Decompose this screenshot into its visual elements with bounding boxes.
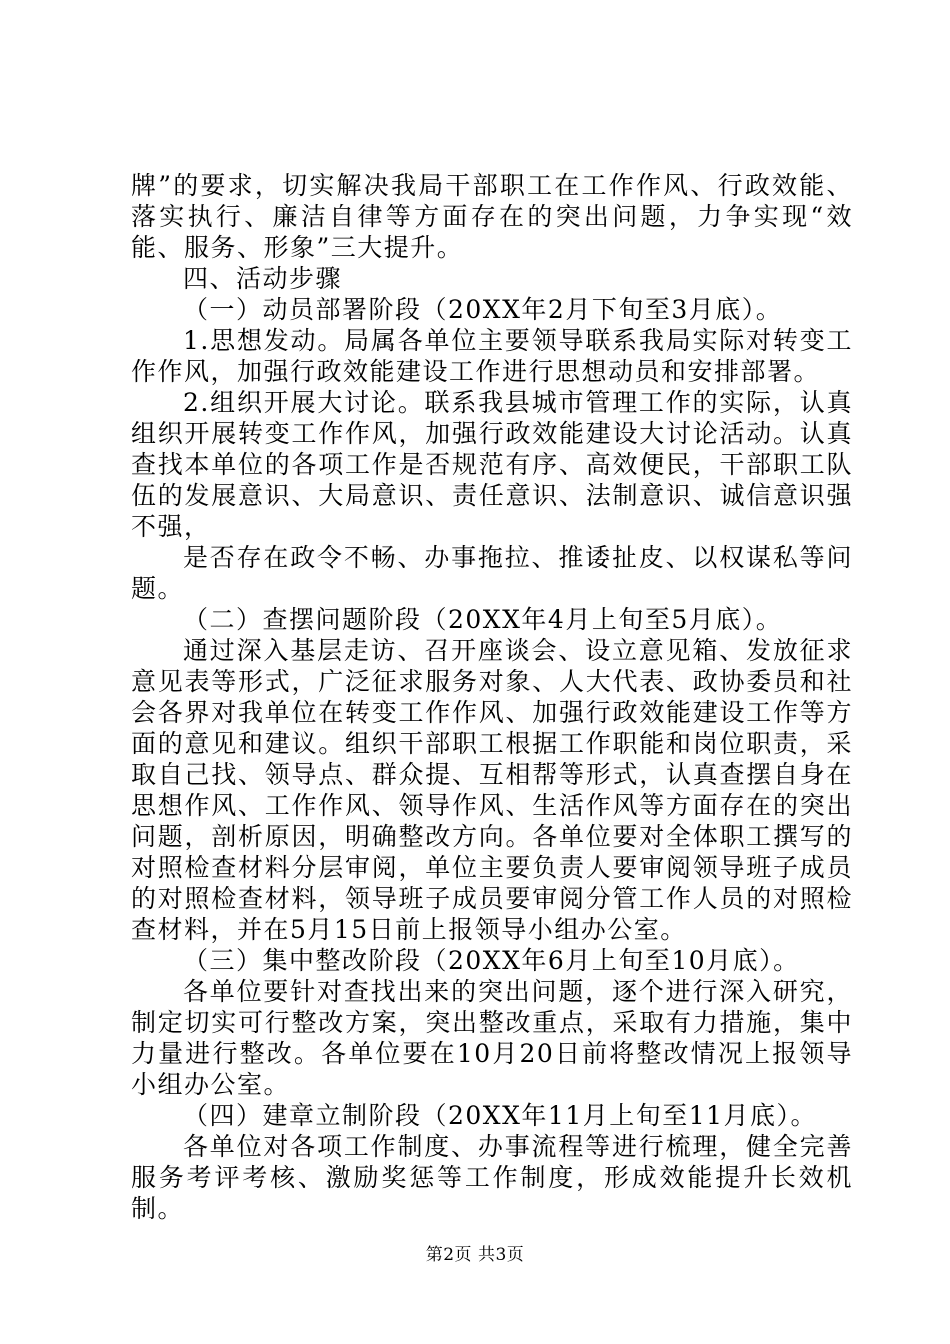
paragraph-intro-continuation: 牌”的要求，切实解决我局干部职工在工作作风、行政效能、落实执行、廉洁自律等方面存在的突出问题，力争实现“效能、服务、形象”三大提升。 (131, 171, 853, 262)
stage-heading-institution-building: （四）建章立制阶段（20XX年11月上旬至11月底）。 (183, 1101, 818, 1130)
page-number-footer: 第2页 共3页 (425, 1245, 525, 1265)
paragraph-rectification: 各单位要针对查找出来的突出问题，逐个进行深入研究，制定切实可行整改方案，突出整改重点，采取有力措施，集中力量进行整改。各单位要在10月20日前将整改情况上报领导小组办公室。 (131, 977, 853, 1099)
stage-heading-problem-finding: （二）查摆问题阶段（20XX年4月上旬至5月底）。 (183, 605, 783, 634)
section-heading-activity-steps: 四、活动步骤 (183, 264, 343, 293)
paragraph-discussion: 2.组织开展大讨论。联系我县城市管理工作的实际，认真组织开展转变工作作风，加强行政效能建设大讨论活动。认真查找本单位的各项工作是否规范有序、高效便民，干部职工队伍的发展意识、大局意识、责任意识、法制意识、诚信意识强不强， (131, 388, 853, 541)
paragraph-ideological-mobilization: 1.思想发动。局属各单位主要领导联系我局实际对转变工作作风，加强行政效能建设工作进行思想动员和安排部署。 (131, 326, 853, 386)
stage-heading-rectification: （三）集中整改阶段（20XX年6月上旬至10月底）。 (183, 946, 800, 975)
paragraph-problem-finding: 通过深入基层走访、召开座谈会、设立意见箱、发放征求意见表等形式，广泛征求服务对象、人大代表、政协委员和社会各界对我单位在转变工作作风、加强行政效能建设工作等方面的意见和建议。组织干部职工根据工作职能和岗位职责，采取自己找、领导点、群众提、互相帮等形式，认真查摆自身在思想作风、工作作风、领导作风、生活作风等方面存在的突出问题，剖析原因，明确整改方向。各单位要对全体职工撰写的对照检查材料分层审阅，单位主要负责人要审阅领导班子成员的对照检查材料，领导班子成员要审阅分管工作人员的对照检查材料，并在5月15日前上报领导小组办公室。 (131, 636, 853, 944)
paragraph-institution-building: 各单位对各项工作制度、办事流程等进行梳理，健全完善服务考评考核、激励奖惩等工作制度，形成效能提升长效机制。 (131, 1132, 853, 1223)
document-body (131, 170, 853, 1224)
stage-heading-mobilization: （一）动员部署阶段（20XX年2月下旬至3月底）。 (183, 295, 783, 324)
paragraph-discussion-continued: 是否存在政令不畅、办事拖拉、推诿扯皮、以权谋私等问题。 (131, 543, 853, 603)
